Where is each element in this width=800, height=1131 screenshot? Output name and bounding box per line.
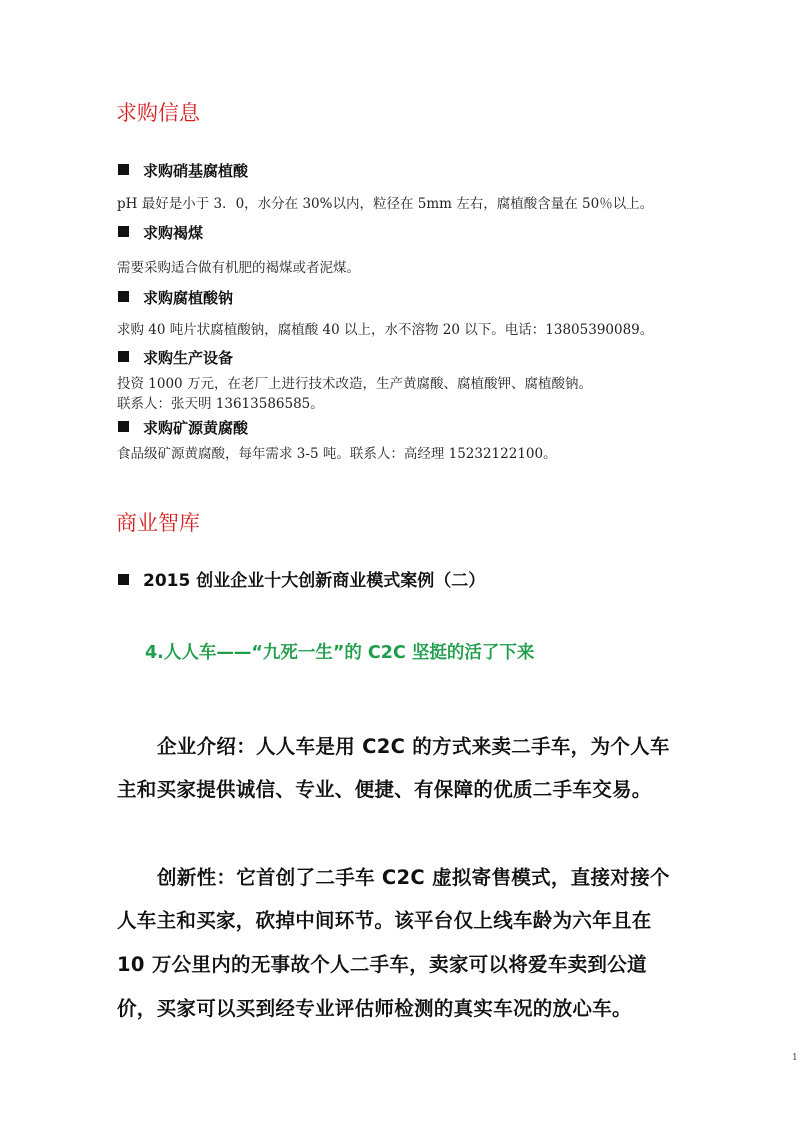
square-bullet-icon [118,351,129,362]
item-heading-equipment [118,347,233,368]
item-body-line: 食品级矿源黄腐酸，每年需求 3-5 吨。联系人：高经理 15232122100。 [117,446,557,462]
paragraph-line: 10 万公里内的无事故个人二手车，卖家可以将爱车卖到公道 [117,953,647,976]
square-bullet-icon [118,291,129,302]
case-subheading: 4.人人车——“九死一生”的 C2C 坚挺的活了下来 [145,643,535,663]
item-heading-text: 求购矿源黄腐酸 [143,419,249,437]
page-number: 1 [792,1053,798,1063]
paragraph-line: 人车主和买家，砍掉中间环节。该平台仅上线车龄为六年且在 [117,909,652,932]
item-heading-fulvic-acid [118,417,248,438]
paragraph-line: 创新性：它首创了二手车 C2C 虚拟寄售模式，直接对接个 [157,866,670,889]
square-bullet-icon [118,164,129,175]
item-body-line: 需要采购适合做有机肥的褐煤或者泥煤。 [117,260,360,276]
item-heading-text: 求购生产设备 [143,349,234,367]
section-title-procurement: 求购信息 [116,101,200,125]
item-body-line: 联系人：张天明 13613586585。 [117,396,324,412]
item-body-line: 投资 1000 万元，在老厂上进行技术改造，生产黄腐酸、腐植酸钾、腐植酸钠。 [117,376,592,392]
item-heading-sodium-humate [118,287,233,308]
section-title-business-think-tank: 商业智库 [116,511,200,535]
item-heading-text: 求购褐煤 [143,224,204,242]
item-heading-lignite [118,222,203,243]
article-heading [118,566,485,591]
paragraph-line: 主和买家提供诚信、专业、便捷、有保障的优质二手车交易。 [117,778,652,801]
item-heading-text: 求购腐植酸钠 [143,289,234,307]
square-bullet-icon [118,421,129,432]
square-bullet-icon [118,574,129,585]
item-body-line: pH 最好是小于 3．0，水分在 30%以内，粒径在 5mm 左右，腐植酸含量在 50％以上。 [117,196,654,212]
article-heading-text: 2015 创业企业十大创新商业模式案例（二） [143,571,486,591]
item-body-line: 求购 40 吨片状腐植酸钠，腐植酸 40 以上，水不溶物 20 以下。电话：13805390089。 [117,322,654,338]
square-bullet-icon [118,226,129,237]
item-heading-nitro-humic [118,160,248,181]
paragraph-line: 价，买家可以买到经专业评估师检测的真实车况的放心车。 [117,997,632,1020]
paragraph-line: 企业介绍：人人车是用 C2C 的方式来卖二手车，为个人车 [157,735,670,758]
item-heading-text: 求购硝基腐植酸 [143,162,249,180]
